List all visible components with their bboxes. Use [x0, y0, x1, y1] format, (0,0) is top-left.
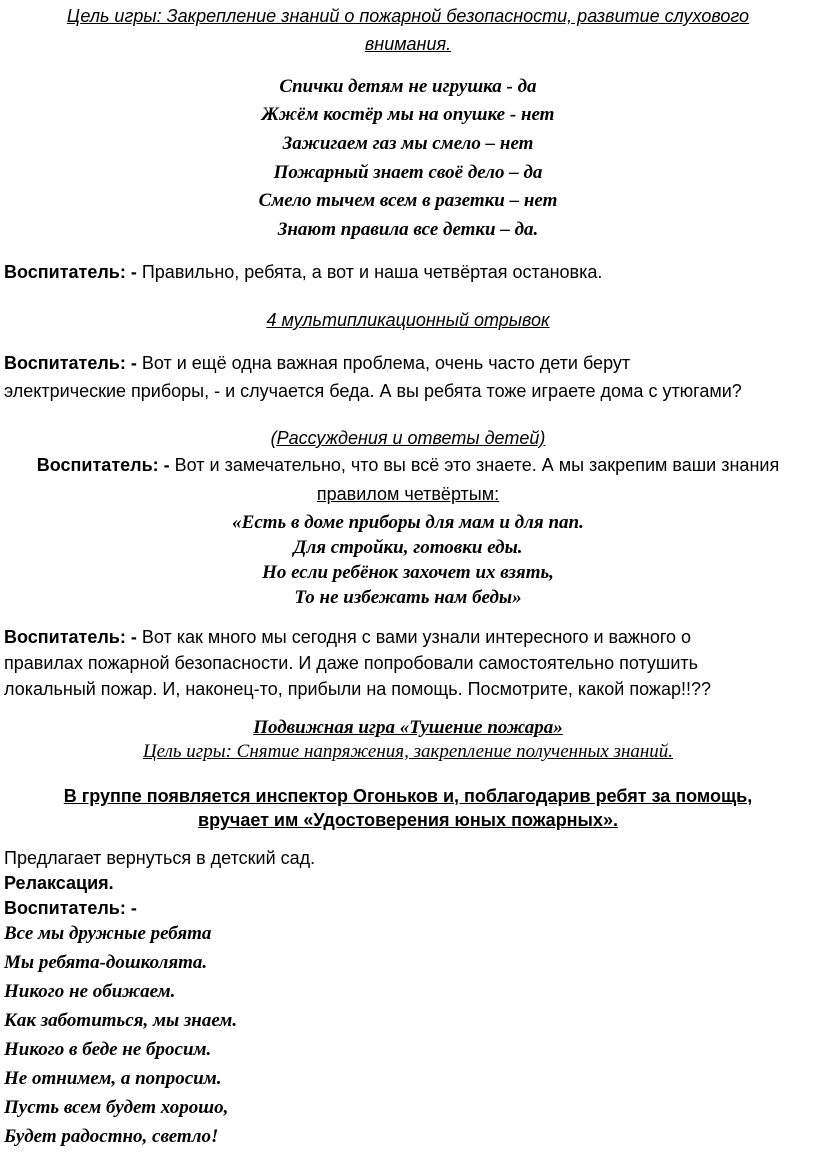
paragraph-3-line-1 — [0, 455, 816, 476]
paragraph-3-line-2: правилом четвёртым: — [316, 484, 500, 504]
speaker-label: Воспитатель: - — [4, 353, 137, 373]
poem1-line-1: «Есть в доме приборы для мам и для пап. — [232, 512, 584, 533]
relax-label: Релаксация. — [4, 873, 114, 893]
poem2-line-7: Пусть всем будет хорошо, — [4, 1097, 229, 1118]
paragraph-3-text-1: Вот и замечательно, что вы всё это знаете. А мы закрепим ваши знания — [169, 455, 780, 475]
speaker2-label: Воспитатель: - — [4, 898, 137, 918]
poem2-line-4: Как заботиться, мы знаем. — [4, 1010, 238, 1031]
poem1-line-3: Но если ребёнок захочет их взять, — [262, 562, 554, 583]
paragraph-2-line-2: электрические приборы, - и случается беда. А вы ребята тоже играете дома с утюгами? — [4, 381, 742, 401]
intro-goal-line-1: Цель игры: Закрепление знаний о пожарной безопасности, развитие слухового — [66, 6, 750, 26]
poem2-line-2: Мы ребята-дошколята. — [4, 952, 208, 973]
paragraph-4-line-1 — [4, 627, 816, 648]
game-line-4: Пожарный знает своё дело – да — [273, 162, 543, 183]
poem2-line-5: Никого в беде не бросим. — [4, 1039, 212, 1060]
paragraph-2-text-1: Вот и ещё одна важная проблема, очень часто дети берут — [136, 353, 631, 373]
game-line-1: Спички детям не игрушка - да — [279, 76, 537, 97]
speaker-label: Воспитатель: - — [4, 262, 137, 282]
poem2-line-6: Не отнимем, а попросим. — [4, 1068, 222, 1089]
inspector-line-2: вручает им «Удостоверения юных пожарных». — [198, 810, 618, 830]
game2-title: Подвижная игра «Тушение пожара» — [253, 717, 563, 738]
return-text: Предлагает вернуться в детский сад. — [4, 848, 316, 868]
cartoon-label: 4 мультипликационный отрывок — [266, 310, 550, 330]
game-line-3: Зажигаем газ мы смело – нет — [282, 133, 534, 154]
reasoning-label: (Рассуждения и ответы детей) — [270, 428, 546, 448]
game-line-2: Жжём костёр мы на опушке - нет — [261, 104, 555, 125]
game2-goal: Цель игры: Снятие напряжения, закрепление полученных знаний. — [142, 741, 674, 762]
game-line-6: Знают правила все детки – да. — [277, 219, 539, 240]
paragraph-1-text: Правильно, ребята, а вот и наша четвёртая остановка. — [136, 262, 603, 282]
poem2-line-1: Все мы дружные ребята — [4, 923, 212, 944]
paragraph-4-text-1: Вот как много мы сегодня с вами узнали интересного и важного о — [136, 627, 692, 647]
paragraph-4-line-3: локальный пожар. И, наконец-то, прибыли на помощь. Посмотрите, какой пожар!!?? — [4, 679, 711, 699]
speaker-label: Воспитатель: - — [36, 455, 170, 475]
intro-goal-line-2: внимания. — [364, 34, 452, 54]
inspector-line-1: В группе появляется инспектор Огоньков и, поблагодарив ребят за помощь, — [63, 786, 753, 806]
paragraph-2-line-1 — [4, 353, 816, 374]
poem1-line-2: Для стройки, готовки еды. — [293, 537, 523, 558]
speaker-label: Воспитатель: - — [4, 627, 137, 647]
poem2-line-8: Будет радостно, светло! — [4, 1126, 219, 1147]
poem1-line-4: То не избежать нам беды» — [294, 587, 522, 608]
game-line-5: Смело тычем всем в разетки – нет — [258, 190, 558, 211]
poem2-line-3: Никого не обижаем. — [4, 981, 176, 1002]
paragraph-1 — [4, 262, 816, 283]
paragraph-4-line-2: правилах пожарной безопасности. И даже попробовали самостоятельно потушить — [4, 653, 699, 673]
